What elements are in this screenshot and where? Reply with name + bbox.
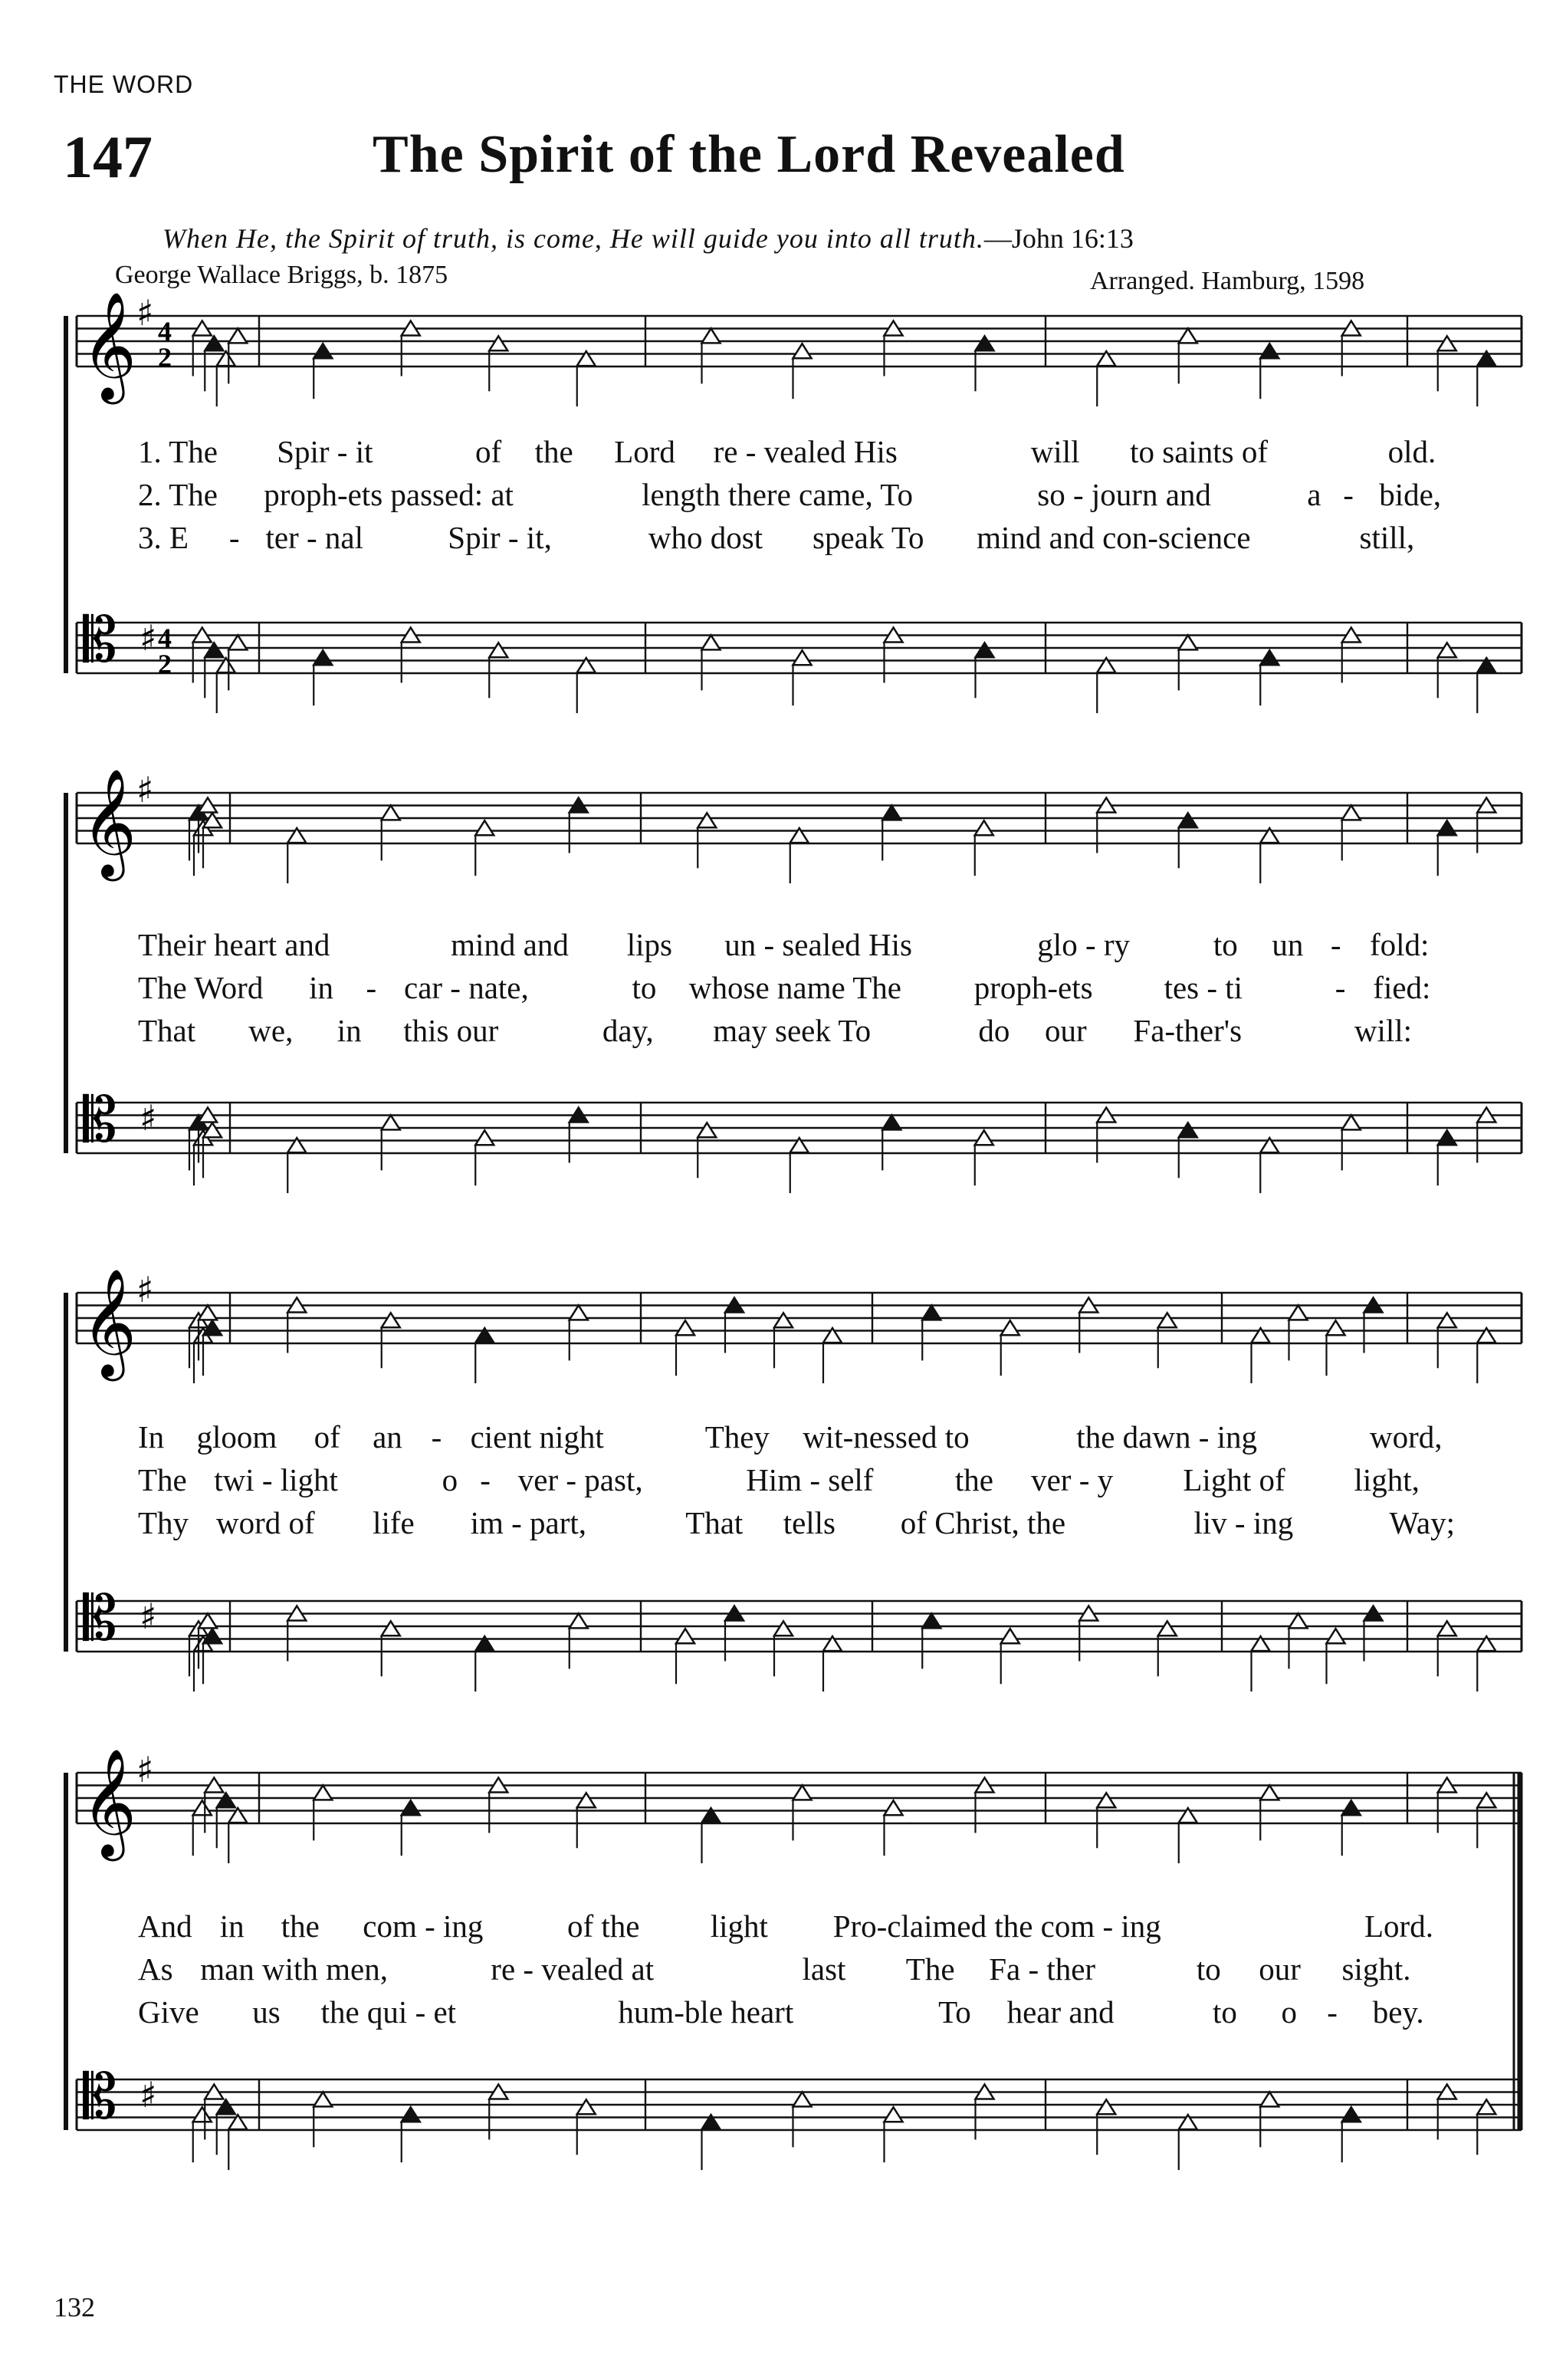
sharp-key-icon: ♯ (140, 617, 157, 659)
shape-note (205, 336, 223, 350)
lyric-syllable: As (138, 1951, 173, 1987)
lyric-syllable: gloom (196, 1419, 277, 1455)
shape-note (698, 813, 716, 827)
shape-note (793, 344, 812, 358)
shape-note (885, 2107, 903, 2122)
shape-note (922, 1305, 941, 1320)
shape-note (199, 1305, 217, 1320)
shape-note (676, 1629, 694, 1643)
lyric-syllable: wit-nessed to (803, 1419, 970, 1455)
lyric-syllable: hear and (1006, 1994, 1115, 2030)
lyric-syllable: to (1213, 1994, 1237, 2030)
shape-note (382, 1115, 400, 1129)
time-signature-bottom: 2 (158, 649, 172, 679)
lyric-syllable: light (710, 1908, 768, 1944)
shape-note (314, 650, 332, 665)
lyric-syllable: this our (403, 1013, 499, 1048)
shape-note (193, 2107, 212, 2122)
lyric-syllable: Spir - it (277, 434, 373, 469)
shape-note (702, 328, 721, 343)
lyric-syllable: length there came, To (642, 477, 913, 512)
lyric-syllable: the dawn - ing (1076, 1419, 1258, 1455)
lyric-syllable: The Word (138, 970, 264, 1005)
shape-note (1001, 1320, 1019, 1335)
shape-note (1001, 1629, 1019, 1643)
lyric-line (138, 1013, 1412, 1048)
lyric-syllable: 3. E (138, 520, 189, 555)
shape-note (882, 1115, 901, 1129)
sharp-key-icon: ♯ (136, 1749, 154, 1790)
lyric-syllable: That (685, 1505, 744, 1540)
lyric-syllable: Him - self (746, 1462, 874, 1497)
lyric-syllable: Lord. (1364, 1908, 1433, 1944)
lyric-syllable: sight. (1341, 1951, 1411, 1987)
author-credit: George Wallace Briggs, b. 1875 (115, 261, 448, 289)
c-clef-icon: 𝄡 (83, 1084, 117, 1155)
section-label: THE WORD (54, 71, 194, 98)
lyric-syllable: still, (1359, 520, 1415, 555)
shape-note (882, 805, 901, 820)
treble-clef-icon: 𝄞 (81, 1267, 137, 1376)
lyric-syllable: - (1343, 477, 1354, 512)
lyric-syllable: Light of (1183, 1462, 1285, 1497)
treble-staff (77, 768, 1522, 883)
lyric-syllable: the (281, 1908, 320, 1944)
lyric-syllable: bide, (1379, 477, 1442, 512)
hymn-number: 147 (63, 123, 153, 190)
shape-note (205, 643, 223, 657)
shape-note (577, 1793, 596, 1807)
shape-note (1158, 1621, 1177, 1635)
lyric-syllable: the qui - et (320, 1994, 457, 2030)
lyric-syllable: proph-ets passed: at (264, 477, 514, 512)
lyric-syllable: proph-ets (973, 970, 1093, 1005)
lyric-syllable: our (1259, 1951, 1301, 1987)
lyric-syllable: the (954, 1462, 993, 1497)
bass-staff (77, 2061, 1522, 2170)
lyric-syllable: They (704, 1419, 770, 1455)
treble-clef-icon: 𝄞 (81, 291, 137, 399)
lyric-syllable: Their heart and (138, 927, 330, 962)
lyric-syllable: un - sealed His (724, 927, 913, 962)
lyric-line (138, 927, 1429, 962)
lyric-syllable: mind and (451, 927, 569, 962)
shape-note (489, 336, 507, 350)
shape-note (793, 2092, 812, 2106)
shape-note (475, 1130, 494, 1145)
lyric-syllable: light, (1354, 1462, 1420, 1497)
lyric-syllable: to (1196, 1951, 1221, 1987)
shape-note (1260, 344, 1279, 358)
lyric-syllable: bey. (1372, 1994, 1424, 2030)
lyric-syllable: The (138, 1462, 187, 1497)
shape-note (793, 650, 812, 665)
lyric-syllable: car - nate, (404, 970, 529, 1005)
sharp-key-icon: ♯ (140, 1097, 157, 1139)
lyric-line (138, 477, 1441, 512)
lyric-line (138, 1462, 1420, 1497)
lyric-syllable: word of (216, 1505, 315, 1540)
c-clef-icon: 𝄡 (83, 1583, 117, 1654)
lyric-syllable: tells (783, 1505, 836, 1540)
lyric-syllable: - (228, 520, 240, 555)
lyric-line (138, 1908, 1433, 1944)
lyric-syllable: of Christ, the (900, 1505, 1066, 1540)
lyric-syllable: who dost (648, 520, 763, 555)
shape-note (1438, 643, 1456, 657)
lyric-syllable: o (442, 1462, 458, 1497)
shape-note (489, 643, 507, 657)
lyric-syllable: word, (1370, 1419, 1443, 1455)
c-clef-icon: 𝄡 (83, 604, 117, 676)
shape-note (199, 1613, 217, 1628)
shape-note (314, 344, 332, 358)
shape-note (1342, 805, 1361, 820)
shape-note (975, 1130, 993, 1145)
shape-note (314, 1785, 332, 1800)
shape-note (1342, 1115, 1361, 1129)
shape-note (975, 820, 993, 835)
lyric-syllable: fold: (1370, 927, 1430, 962)
shape-note (217, 1793, 235, 1807)
shape-note (382, 1313, 400, 1327)
lyric-syllable: 2. The (138, 477, 218, 512)
lyric-syllable: in (309, 970, 334, 1005)
lyric-syllable: mind and con-science (977, 520, 1251, 555)
lyric-syllable: Lord (614, 434, 675, 469)
lyric-syllable: do (978, 1013, 1010, 1048)
lyric-syllable: - (1327, 1994, 1338, 2030)
lyric-line (138, 520, 1414, 555)
shape-note (314, 2092, 332, 2106)
shape-note (1438, 1130, 1456, 1145)
shape-note (1260, 1785, 1279, 1800)
c-clef-icon: 𝄡 (83, 2061, 117, 2132)
lyric-syllable: us (252, 1994, 281, 2030)
lyric-line (138, 970, 1430, 1005)
shape-note (577, 2099, 596, 2114)
lyric-syllable: ver - past, (517, 1462, 643, 1497)
lyric-line (138, 434, 1436, 469)
treble-staff (77, 1267, 1522, 1383)
lyric-syllable: hum-ble heart (618, 1994, 794, 2030)
lyric-syllable: tes - ti (1164, 970, 1243, 1005)
lyric-syllable: com - ing (363, 1908, 484, 1944)
shape-note (382, 805, 400, 820)
shape-note (570, 1613, 588, 1628)
shape-note (1179, 813, 1197, 827)
treble-clef-icon: 𝄞 (81, 768, 137, 876)
lyric-syllable: so - journ and (1037, 477, 1211, 512)
shape-note (1327, 1629, 1345, 1643)
shape-note (570, 1305, 588, 1320)
lyric-syllable: The (905, 1951, 955, 1987)
time-signature-top: 4 (158, 316, 172, 347)
lyric-syllable: Fa - ther (989, 1951, 1096, 1987)
lyric-syllable: Pro-claimed the com - ing (832, 1908, 1161, 1944)
lyric-syllable: will: (1354, 1013, 1413, 1048)
shape-note (1179, 328, 1197, 343)
lyric-syllable: Way; (1389, 1505, 1456, 1540)
lyric-syllable: cient night (470, 1419, 604, 1455)
shape-note (228, 635, 247, 649)
shape-note (1260, 650, 1279, 665)
treble-clef-icon: 𝄞 (81, 1747, 137, 1856)
lyric-syllable: may seek To (713, 1013, 872, 1048)
lyric-syllable: - (480, 1462, 491, 1497)
lyric-syllable: That (138, 1013, 196, 1048)
shape-note (402, 2107, 420, 2122)
bass-staff (77, 604, 1522, 713)
treble-staff (77, 1747, 1522, 1863)
shape-note (976, 643, 994, 657)
lyric-syllable: im - part, (470, 1505, 587, 1540)
shape-note (228, 328, 247, 343)
lyric-syllable: ver - y (1031, 1462, 1114, 1497)
shape-note (1179, 1123, 1197, 1137)
lyric-line (138, 1951, 1411, 1987)
shape-note (1158, 1313, 1177, 1327)
time-signature-top: 4 (158, 623, 172, 653)
lyric-line (138, 1505, 1455, 1540)
lyric-syllable: a (1307, 477, 1321, 512)
shape-note (382, 1621, 400, 1635)
lyric-syllable: fied: (1373, 970, 1431, 1005)
epigraph-reference: —John 16:13 (983, 223, 1134, 254)
shape-note (217, 2099, 235, 2114)
epigraph-quote: When He, the Spirit of truth, is come, He will guide you into all truth. (163, 223, 984, 254)
lyric-syllable: to (632, 970, 657, 1005)
lyric-syllable: speak To (813, 520, 924, 555)
page-number: 132 (54, 2292, 95, 2322)
shape-note (1289, 1613, 1308, 1628)
lyric-syllable: Spir - it, (448, 520, 552, 555)
lyric-syllable: - (1335, 970, 1346, 1005)
lyric-syllable: In (138, 1419, 165, 1455)
shape-note (1342, 2107, 1361, 2122)
lyric-syllable: un (1272, 927, 1304, 962)
lyric-line (138, 1994, 1424, 2030)
shape-note (1260, 2092, 1279, 2106)
shape-note (193, 1800, 212, 1815)
lyric-syllable: Fa-ther's (1133, 1013, 1243, 1048)
lyric-syllable: an (373, 1419, 402, 1455)
lyric-syllable: of (314, 1419, 340, 1455)
shape-note (774, 1313, 793, 1327)
shape-note (1438, 1621, 1456, 1635)
lyric-syllable: ter - nal (265, 520, 363, 555)
lyric-syllable: to (1213, 927, 1238, 962)
lyric-syllable: re - vealed His (713, 434, 898, 469)
shape-note (698, 1123, 716, 1137)
sharp-key-icon: ♯ (140, 1596, 157, 1637)
lyric-syllable: Give (138, 1994, 199, 2030)
lyric-syllable: whose name The (688, 970, 901, 1005)
lyric-syllable: old. (1387, 434, 1436, 469)
shape-note (1179, 635, 1197, 649)
shape-note (402, 1800, 420, 1815)
lyric-syllable: liv - ing (1193, 1505, 1294, 1540)
lyric-syllable: To (938, 1994, 971, 2030)
shape-note (793, 1785, 812, 1800)
shape-note (1477, 1793, 1495, 1807)
shape-note (702, 635, 721, 649)
hymn-title: The Spirit of the Lord Revealed (373, 125, 1125, 184)
lyric-syllable: of (475, 434, 502, 469)
shape-note (676, 1320, 694, 1335)
tune-credit: Arranged. Hamburg, 1598 (1090, 267, 1365, 295)
lyric-syllable: day, (602, 1013, 654, 1048)
shape-note (885, 1800, 903, 1815)
lyric-syllable: twi - light (214, 1462, 338, 1497)
sharp-key-icon: ♯ (136, 292, 154, 334)
shape-note (1438, 1313, 1456, 1327)
lyric-syllable: in (337, 1013, 362, 1048)
lyric-line (138, 1419, 1443, 1455)
lyric-syllable: in (219, 1908, 245, 1944)
shape-note (1097, 2099, 1115, 2114)
lyric-syllable: we, (248, 1013, 294, 1048)
sharp-key-icon: ♯ (140, 2074, 157, 2115)
lyric-syllable: o (1281, 1994, 1297, 2030)
lyric-syllable: 1. The (138, 434, 218, 469)
shape-note (475, 820, 494, 835)
sharp-key-icon: ♯ (136, 1269, 154, 1310)
lyric-syllable: And (138, 1908, 192, 1944)
staff-systems (66, 291, 1522, 2170)
shape-note (774, 1621, 793, 1635)
lyric-syllable: Thy (138, 1505, 189, 1540)
lyric-syllable: our (1045, 1013, 1087, 1048)
shape-note (1438, 336, 1456, 350)
shape-note (1342, 1800, 1361, 1815)
shape-note (1438, 820, 1456, 835)
shape-note (1097, 1793, 1115, 1807)
sharp-key-icon: ♯ (136, 769, 154, 810)
lyric-syllable: glo - ry (1037, 927, 1131, 962)
lyric-syllable: - (431, 1419, 442, 1455)
lyric-syllable: lips (626, 927, 672, 962)
shape-note (1289, 1305, 1308, 1320)
bass-staff (77, 1583, 1522, 1691)
lyric-syllable: life (373, 1505, 415, 1540)
lyric-syllable: - (1330, 927, 1341, 962)
lyric-syllable: to saints of (1130, 434, 1269, 469)
shape-note (1477, 2099, 1495, 2114)
shape-note (922, 1613, 941, 1628)
lyric-syllable: the (534, 434, 573, 469)
treble-staff (77, 291, 1522, 406)
lyric-syllable: re - vealed at (491, 1951, 655, 1987)
bass-staff (77, 1084, 1522, 1193)
lyric-syllable: man with men, (200, 1951, 389, 1987)
lyric-syllable: - (366, 970, 377, 1005)
shape-note (1327, 1320, 1345, 1335)
lyric-syllable: will (1030, 434, 1080, 469)
shape-note (976, 336, 994, 350)
lyric-syllable: of the (567, 1908, 640, 1944)
time-signature-bottom: 2 (158, 342, 172, 373)
lyric-syllable: last (802, 1951, 846, 1987)
